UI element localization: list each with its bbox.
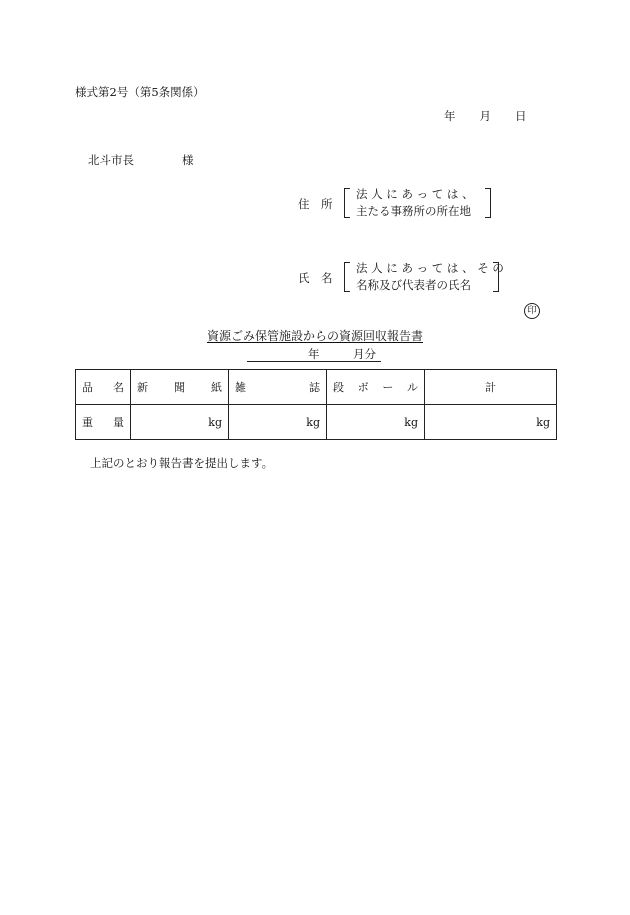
date-year: 年 [444,109,456,123]
address-bracket-right [485,188,491,218]
header-newspaper [131,370,229,405]
row-label-char: 量 [113,416,124,429]
addressee-name: 北斗市長 [88,153,134,167]
weight-total-cell: kg [425,405,557,440]
row-label-weight [76,405,131,440]
name-note [356,260,504,294]
report-period [247,346,381,362]
address-bracket-left [344,188,350,218]
header-item-char: 品 [82,381,93,394]
address-note [356,186,474,220]
seal-mark: 印 [524,303,540,319]
table-header-row [76,370,557,405]
date-line [444,108,527,124]
report-table [75,369,557,440]
header-magazine-char: 雑 [235,381,246,394]
date-day: 日 [515,109,527,123]
header-newspaper-char: 紙 [211,381,222,394]
header-cardboard [327,370,425,405]
header-cardboard-char: ル [406,381,418,394]
addressee [88,152,194,168]
header-item [76,370,131,405]
address-label: 住 所 [298,197,333,211]
header-newspaper-char: 聞 [174,381,185,394]
document-title [0,327,630,344]
header-magazine-char: 誌 [309,381,320,394]
header-total: 計 [425,370,557,405]
name-note-line1: 法 人 に あ っ て は 、 そ の [356,261,504,275]
form-number: 様式第2号（第5条関係） [75,85,205,99]
header-magazine [229,370,327,405]
name-bracket-left [344,262,350,292]
address-note-line2: 主たる事務所の所在地 [356,204,471,218]
weight-cardboard-cell: kg [327,405,425,440]
weight-newspaper-cell: kg [131,405,229,440]
weight-magazine-cell: kg [229,405,327,440]
name-label: 氏 名 [298,271,333,285]
address-note-line1: 法 人 に あ っ て は 、 [356,187,474,201]
header-cardboard-char: ー [382,381,394,394]
row-label-char: 重 [82,416,93,429]
name-note-line2: 名称及び代表者の氏名 [356,278,471,292]
name-bracket-right [493,262,499,292]
table-row [76,405,557,440]
addressee-honorific: 様 [182,153,194,167]
date-month: 月 [479,109,491,123]
header-item-char: 名 [113,381,124,394]
header-cardboard-char: 段 [333,381,344,394]
document-title-text: 資源ごみ保管施設からの資源回収報告書 [206,329,423,343]
period-year: 年 [308,347,320,361]
header-newspaper-char: 新 [137,381,148,394]
header-cardboard-char: ボ [357,381,369,394]
period-month: 月分 [353,347,376,361]
submission-statement: 上記のとおり報告書を提出します。 [90,456,274,470]
